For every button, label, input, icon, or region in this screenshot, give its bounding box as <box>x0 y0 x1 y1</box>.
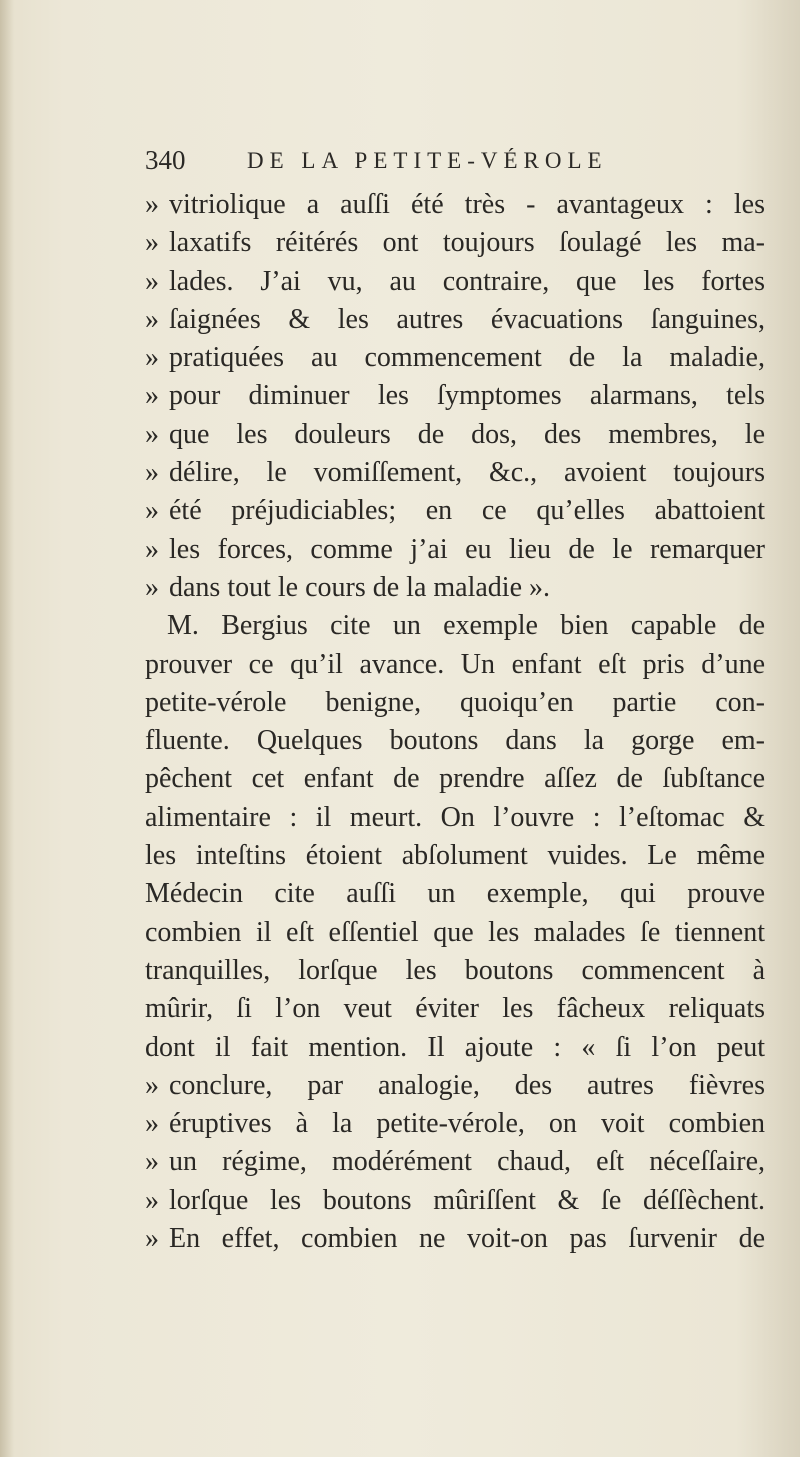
line-text: pour diminuer les ſymptomes alarmans, tels <box>169 380 765 412</box>
quote-mark: » <box>145 1069 159 1101</box>
quote-mark: » <box>145 303 159 335</box>
line-text: ſaignées & les autres évacuations ſanguines, <box>169 303 765 335</box>
text-line <box>145 339 765 377</box>
line-text: conclure, par analogie, des autres fièvres <box>169 1069 765 1101</box>
line-text: combien il eſt eſſentiel que les malades ſe tiennent <box>145 916 765 948</box>
page-header <box>145 143 705 183</box>
text-line <box>145 914 765 952</box>
line-text: dans tout le cours de la maladie ». <box>169 571 550 603</box>
quote-mark: » <box>145 227 159 259</box>
text-line <box>145 1143 765 1181</box>
line-text: fluente. Quelques boutons dans la gorge em- <box>145 725 765 757</box>
line-text: les inteſtins étoient abſolument vuides. Le même <box>145 840 765 872</box>
line-text: En effet, combien ne voit-on pas ſurvenir de <box>169 1223 765 1255</box>
quote-mark: » <box>145 533 159 565</box>
line-text: pêchent cet enfant de prendre aſſez de ſubſtance <box>145 763 765 795</box>
quote-mark: » <box>145 1108 159 1140</box>
page-number: 340 <box>145 145 186 175</box>
text-line <box>145 569 765 607</box>
text-line <box>145 1220 765 1258</box>
text-line <box>145 1067 765 1105</box>
text-line <box>145 990 765 1028</box>
text-line <box>145 646 765 684</box>
text-line <box>145 186 765 224</box>
line-text: Médecin cite auſſi un exemple, qui prouve <box>145 878 765 910</box>
quote-mark: » <box>145 457 159 489</box>
text-line <box>145 1029 765 1067</box>
text-line <box>145 684 765 722</box>
line-text: petite-vérole benigne, quoiqu’en partie con- <box>145 686 765 718</box>
text-line <box>145 263 765 301</box>
text-line <box>145 1105 765 1143</box>
line-text: pratiquées au commencement de la maladie, <box>169 342 765 374</box>
quote-mark: » <box>145 495 159 527</box>
line-text: dont il fait mention. Il ajoute : « ſi l’on peut <box>145 1031 765 1063</box>
text-line <box>145 837 765 875</box>
quote-mark: » <box>145 1223 159 1255</box>
text-line <box>145 492 765 530</box>
page-gutter-shadow <box>0 0 14 1457</box>
quote-mark: » <box>145 342 159 374</box>
quote-mark: » <box>145 1184 159 1216</box>
line-text: mûrir, ſi l’on veut éviter les fâcheux reliquats <box>145 993 765 1025</box>
line-text: éruptives à la petite-vérole, on voit combien <box>169 1108 765 1140</box>
text-line <box>145 1182 765 1220</box>
quote-mark: » <box>145 571 159 603</box>
paragraph-start-line <box>145 607 765 645</box>
line-text: lades. J’ai vu, au contraire, que les fortes <box>169 265 765 297</box>
quote-mark: » <box>145 265 159 297</box>
line-text: M. Bergius cite un exemple bien capable de <box>167 610 765 642</box>
line-text: délire, le vomiſſement, &c., avoient toujours <box>169 457 765 489</box>
body-text <box>145 186 765 1258</box>
line-text: prouver ce qu’il avance. Un enfant eſt pris d’une <box>145 648 765 680</box>
line-text: lorſque les boutons mûriſſent & ſe déſſèchent. <box>169 1184 765 1216</box>
line-text: vitriolique a auſſi été très - avantageux : les <box>169 189 765 220</box>
text-line <box>145 377 765 415</box>
text-line <box>145 416 765 454</box>
text-line <box>145 224 765 262</box>
line-text: les forces, comme j’ai eu lieu de le remarquer <box>169 533 765 565</box>
line-text: été préjudiciables; en ce qu’elles abattoient <box>169 495 765 527</box>
text-line <box>145 875 765 913</box>
text-line <box>145 799 765 837</box>
text-line <box>145 301 765 339</box>
quote-mark: » <box>145 380 159 412</box>
line-text: alimentaire : il meurt. On l’ouvre : l’eſtomac & <box>145 801 765 833</box>
text-line <box>145 531 765 569</box>
running-title: DE LA PETITE-VÉROLE <box>247 148 608 173</box>
text-line <box>145 722 765 760</box>
text-line <box>145 952 765 990</box>
line-text: un régime, modérément chaud, eſt néceſſaire, <box>169 1146 765 1178</box>
text-line <box>145 760 765 798</box>
line-text: tranquilles, lorſque les boutons commencent à <box>145 954 765 986</box>
text-line <box>145 454 765 492</box>
quote-mark: » <box>145 418 159 450</box>
line-text: laxatifs réitérés ont toujours ſoulagé les ma- <box>169 227 765 259</box>
quote-mark: » <box>145 1146 159 1178</box>
line-text: que les douleurs de dos, des membres, le <box>169 418 765 450</box>
quote-mark: » <box>145 189 159 220</box>
